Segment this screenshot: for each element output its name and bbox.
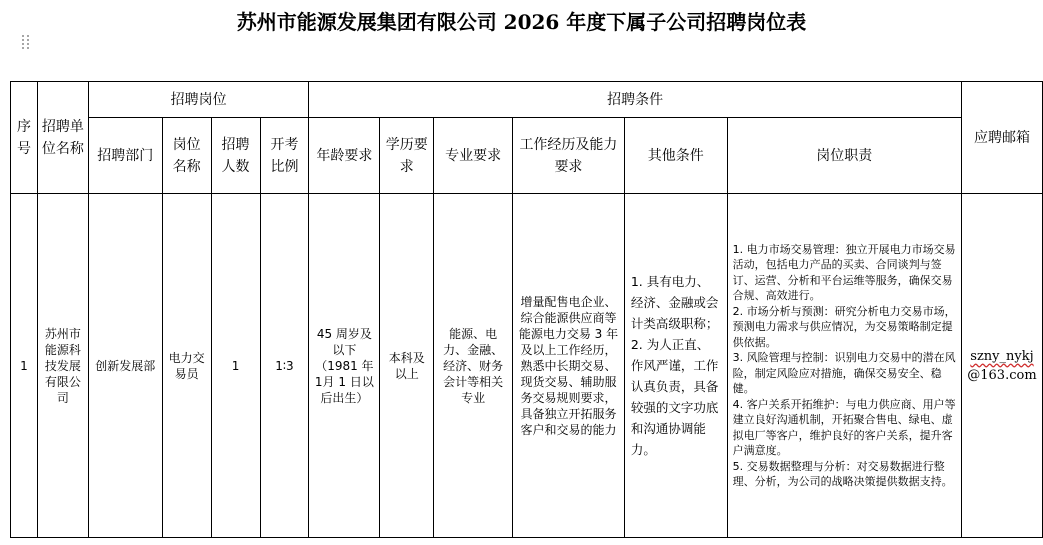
cell-education: 本科及以上 xyxy=(380,194,434,538)
email-user: szny_nykj xyxy=(970,348,1034,364)
cell-seq: 1 xyxy=(11,194,38,538)
cell-ratio: 1∶3 xyxy=(260,194,309,538)
header-unit: 招聘单位名称 xyxy=(37,82,88,194)
cell-email[interactable] xyxy=(961,194,1042,538)
cell-unit: 苏州市能源科技发展有限公司 xyxy=(37,194,88,538)
header-major: 专业要求 xyxy=(434,118,513,194)
header-duties: 岗位职责 xyxy=(727,118,961,194)
cell-age: 45 周岁及以下（1981 年1月 1 日以后出生） xyxy=(309,194,380,538)
header-email: 应聘邮箱 xyxy=(961,82,1042,194)
cell-duties: 1. 电力市场交易管理：独立开展电力市场交易活动，包括电力产品的买卖、合同谈判与签订、运营、分析和平台运维等服务，确保交易合规、高效进行。 2. 市场分析与预测：研究分析电力交易市场，预测电力需求与供应情况，为交易策略制定提供依据。 3. 风险管理与控制：识别电力交易中的潜在风险，制定风险应对措施，确保交易安全、稳健。 4. 客户关系开拓维护：与电力供应商、用户等建立良好沟通机制，开拓聚合售电、绿电、虚拟电厂等客户，维护良好的客户关系，提升客户满意度。 5. 交易数据整理与分析：对交易数据进行整理、分析，为公司的战略决策提供数据支持。 xyxy=(727,194,961,538)
header-group-conditions: 招聘条件 xyxy=(309,82,962,118)
header-count: 招聘人数 xyxy=(211,118,260,194)
header-seq: 序号 xyxy=(11,82,38,194)
header-age: 年龄要求 xyxy=(309,118,380,194)
page-title: 苏州市能源发展集团有限公司 2026 年度下属子公司招聘岗位表 xyxy=(236,10,807,34)
table-row xyxy=(11,194,1043,538)
cell-experience: 增量配售电企业、综合能源供应商等能源电力交易 3 年及以上工作经历，熟悉中长期交易、现货交易、辅助服务交易规则要求，具备独立开拓服务客户和交易的能力 xyxy=(513,194,625,538)
header-education: 学历要求 xyxy=(380,118,434,194)
cell-position-name: 电力交易员 xyxy=(162,194,211,538)
header-experience: 工作经历及能力要求 xyxy=(513,118,625,194)
header-position-name: 岗位名称 xyxy=(162,118,211,194)
header-dept: 招聘部门 xyxy=(88,118,162,194)
cell-dept: 创新发展部 xyxy=(88,194,162,538)
cell-count: 1 xyxy=(211,194,260,538)
header-ratio: 开考比例 xyxy=(260,118,309,194)
cell-major: 能源、电力、金融、经济、财务会计等相关专业 xyxy=(434,194,513,538)
header-group-position: 招聘岗位 xyxy=(88,82,309,118)
drag-handle-icon[interactable] xyxy=(20,34,32,50)
email-domain: @163.com xyxy=(967,367,1037,383)
cell-other: 1. 具有电力、经济、金融或会计类高级职称； 2. 为人正直、作风严谨，工作认真负责，具备较强的文字功底和沟通协调能力。 xyxy=(624,194,727,538)
recruitment-table xyxy=(10,81,1043,538)
header-other: 其他条件 xyxy=(624,118,727,194)
